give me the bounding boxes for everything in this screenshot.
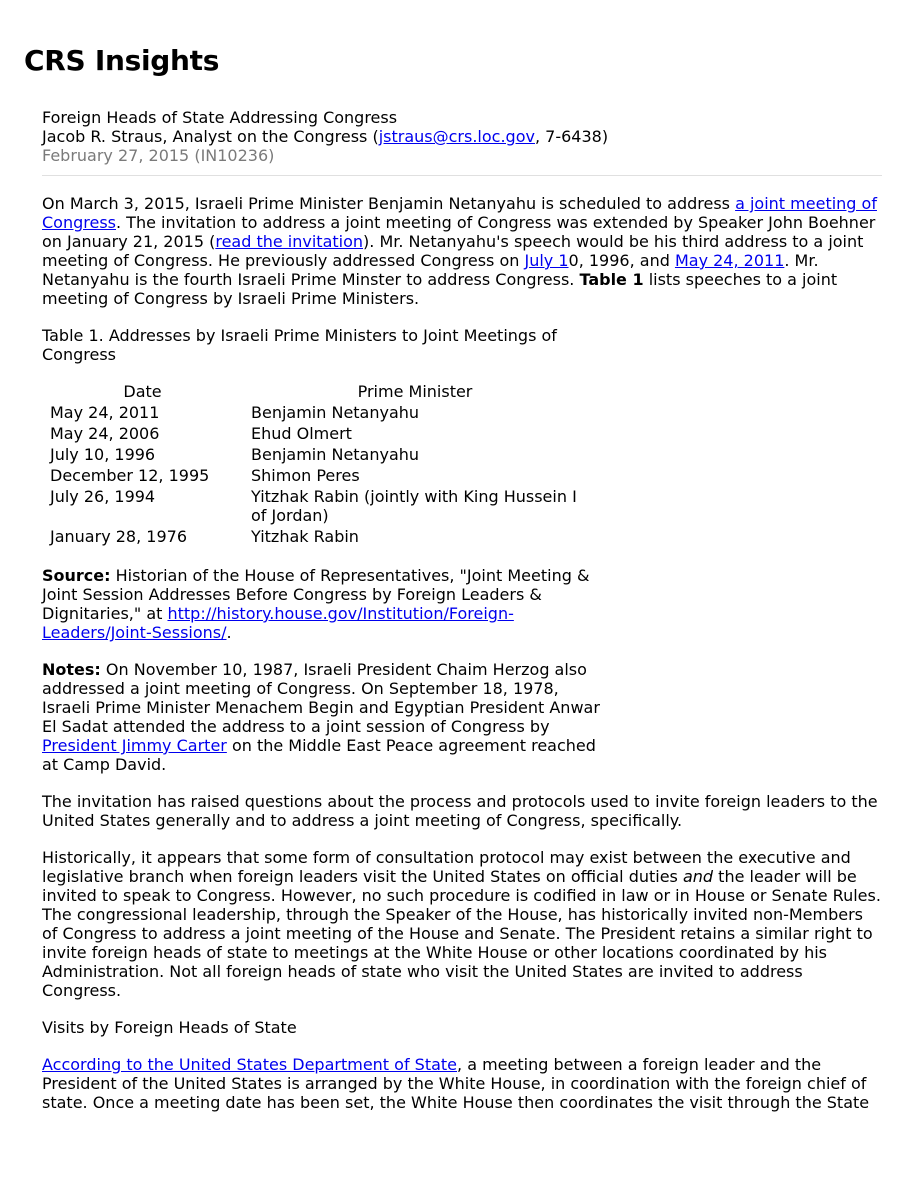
historical-protocol-paragraph: Historically, it appears that some form of consultation protocol may exist between the executive and legislative branch when foreign leaders visit the United States on official duties and the leader will be invited to speak to Congress. However, no such procedure is codified in law or in House or Senate Rules. The congressional leadership, through the Speaker of the House, has historically invited non-Members of Congress to address a joint meeting of the House and Senate. The President retains a similar right to invite foreign heads of state to meetings at the White House or other locations coordinated by his Administration. Not all foreign heads of state who visit the United States are invited to address Congress. — [42, 848, 881, 1000]
article-body — [42, 108, 882, 1130]
date-cell: July 26, 1994 — [50, 487, 156, 506]
joint-meeting-link[interactable]: a joint meeting of Congress — [42, 194, 877, 232]
author-line — [42, 127, 882, 146]
table-reference: Table 1 — [579, 270, 644, 289]
table-caption: Table 1. Addresses by Israeli Prime Ministers to Joint Meetings of Congress — [42, 326, 557, 364]
source-label: Source: — [42, 566, 111, 585]
history-house-link[interactable]: http://history.house.gov/Institution/Foreign-Leaders/Joint-Sessions/ — [42, 604, 514, 642]
article-meta — [42, 108, 882, 165]
table-row — [42, 487, 587, 527]
pm-cell: Benjamin Netanyahu — [251, 403, 420, 422]
date-column-header: Date — [123, 382, 162, 401]
author-text: Jacob R. Straus, Analyst on the Congress ( — [42, 127, 379, 146]
table-row — [42, 403, 587, 424]
divider — [42, 175, 882, 176]
read-invitation-link[interactable]: read the invitation — [215, 232, 364, 251]
invitation-questions-paragraph: The invitation has raised questions about the process and protocols used to invite foreign leaders to the United States generally and to address a joint meeting of Congress, specifically. — [42, 792, 878, 830]
intro-paragraph: On March 3, 2015, Israeli Prime Minister Benjamin Netanyahu is scheduled to address a joint meeting of Congress. The invitation to address a joint meeting of Congress was extended by Speaker John Boehner on January 21, 2015 (read the invitation). Mr. Netanyahu's speech would be his third address to a joint meeting of Congress. He previously addressed Congress on July 10, 1996, and May 24, 2011. Mr. Netanyahu is the fourth Israeli Prime Minster to address Congress. Table 1 lists speeches to a joint meeting of Congress by Israeli Prime Ministers. — [42, 194, 877, 308]
date-cell: January 28, 1976 — [50, 527, 187, 546]
may-2011-link[interactable]: May 24, 2011 — [674, 251, 785, 270]
notes-label: Notes: — [42, 660, 101, 679]
date-cell: December 12, 1995 — [50, 466, 210, 485]
date-cell: July 10, 1996 — [50, 445, 156, 464]
pm-cell: Benjamin Netanyahu — [251, 445, 420, 464]
pm-cell: Shimon Peres — [251, 466, 360, 485]
date-cell: May 24, 2011 — [50, 403, 160, 422]
july-1996-link[interactable]: July 1 — [524, 251, 569, 270]
table-source-note: Source: Historian of the House of Representatives, "Joint Meeting & Joint Session Addresses Before Congress by Foreign Leaders & Dignitaries," at http://history.house.gov/Institution/Foreign-Leaders/Joint-Sessions/. — [42, 566, 590, 642]
table-row — [42, 424, 587, 445]
table-row — [42, 466, 587, 487]
pm-cell: Yitzhak Rabin — [251, 527, 359, 546]
state-department-link[interactable]: According to the United States Department of State — [42, 1055, 458, 1074]
article-title: Foreign Heads of State Addressing Congress — [42, 108, 398, 127]
addresses-table — [42, 382, 587, 548]
table-row — [42, 527, 587, 548]
jimmy-carter-link[interactable]: President Jimmy Carter — [42, 736, 227, 755]
table-row — [42, 445, 587, 466]
author-email-link[interactable]: jstraus@crs.loc.gov — [378, 127, 535, 146]
pm-column-header: Prime Minister — [357, 382, 473, 401]
emphasis-and: and — [682, 867, 714, 886]
table-notes: Notes: On November 10, 1987, Israeli President Chaim Herzog also addressed a joint meeting of Congress. On September 18, 1978, Israeli Prime Minister Menachem Begin and Egyptian President Anwar El Sadat attended the address to a joint session of Congress by President Jimmy Carter on the Middle East Peace agreement reached at Camp David. — [42, 660, 600, 774]
state-department-paragraph: According to the United States Department of State, a meeting between a foreign leader and the President of the United States is arranged by the White House, in coordination with the foreign chief of state. Once a meeting date has been set, the White House then coordinates the visit through the State — [42, 1055, 870, 1112]
author-phone: , 7-6438) — [534, 127, 609, 146]
section-heading: Visits by Foreign Heads of State — [42, 1018, 297, 1037]
table-header-row — [42, 382, 587, 403]
page-title: CRS Insights — [24, 44, 220, 77]
publication-date: February 27, 2015 (IN10236) — [42, 146, 275, 165]
pm-cell: Ehud Olmert — [251, 424, 352, 443]
date-cell: May 24, 2006 — [50, 424, 160, 443]
pm-cell: Yitzhak Rabin (jointly with King Hussein I of Jordan) — [251, 487, 577, 525]
